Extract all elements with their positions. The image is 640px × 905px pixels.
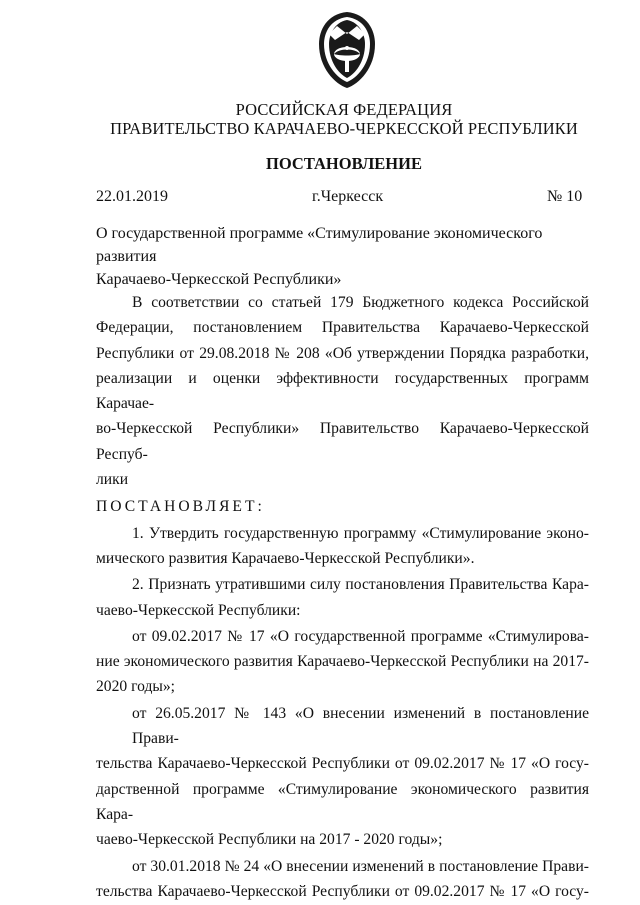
document-city: г.Черкесск bbox=[312, 188, 384, 205]
document-date: 22.01.2019 bbox=[96, 188, 168, 205]
text-line: 2020 годы»; bbox=[96, 678, 175, 696]
text-line: ние экономического развития Карачаево-Черкесской Республики на 2017- bbox=[96, 653, 589, 671]
decree-word: ПОСТАНОВЛЯЕТ: bbox=[96, 498, 265, 516]
text-line: мического развития Карачаево-Черкесской Республики». bbox=[96, 549, 475, 567]
text-line: от 30.01.2018 № 24 «О внесении изменений в постановление Прави- bbox=[132, 857, 589, 875]
text-line: В соответствии со статьей 179 Бюджетного кодекса Российской bbox=[132, 294, 589, 311]
paragraph-preamble bbox=[96, 290, 589, 492]
paragraph-item-2 bbox=[96, 572, 589, 623]
coat-of-arms-emblem bbox=[315, 10, 379, 90]
text-line: реализации и оценки эффективности государственных программ Карачае- bbox=[96, 369, 589, 413]
document-number: № 10 bbox=[547, 188, 583, 205]
text-line: Федерации, постановлением Правительства Карачаево-Черкесской bbox=[96, 319, 589, 337]
text-line: 1. Утвердить государственную программу «Стимулирование эконо- bbox=[132, 524, 589, 542]
text-line: лики bbox=[96, 471, 129, 489]
header-country: РОССИЙСКАЯ ФЕДЕРАЦИЯ bbox=[235, 100, 453, 119]
text-line: 2. Признать утратившими силу постановления Правительства Кара- bbox=[132, 576, 589, 594]
text-line: тельства Карачаево-Черкесской Республики от 09.02.2017 № 17 «О госу- bbox=[96, 755, 589, 773]
subject-line: О государственной программе «Стимулирование экономического развития bbox=[96, 225, 543, 265]
paragraph-ref-1 bbox=[96, 624, 589, 700]
document-body bbox=[96, 290, 589, 904]
paragraph-ref-2 bbox=[96, 701, 589, 853]
paragraph-item-1 bbox=[96, 521, 589, 572]
text-line: Республики от 29.08.2018 № 208 «Об утверждении Порядка разработки, bbox=[96, 344, 589, 362]
text-line: от 26.05.2017 № 143 «О внесении изменений в постановление Прави- bbox=[132, 704, 589, 748]
text-line: чаево-Черкесской Республики на 2017 - 2020 годы»; bbox=[96, 831, 443, 849]
text-line: от 09.02.2017 № 17 «О государственной программе «Стимулирова- bbox=[132, 627, 589, 645]
header-government: ПРАВИТЕЛЬСТВО КАРАЧАЕВО-ЧЕРКЕССКОЙ РЕСПУБЛИКИ bbox=[110, 119, 578, 138]
text-line: чаево-Черкесской Республики: bbox=[96, 601, 301, 619]
paragraph-ref-3 bbox=[96, 854, 589, 905]
document-type-title: ПОСТАНОВЛЕНИЕ bbox=[266, 154, 422, 173]
text-line: дарственной программе «Стимулирование экономического развития Кара- bbox=[96, 780, 589, 823]
text-line: тельства Карачаево-Черкесской Республики от 09.02.2017 № 17 «О госу- bbox=[96, 882, 589, 900]
document-subject bbox=[96, 222, 592, 291]
text-line: во-Черкесской Республики» Правительство Карачаево-Черкесской Респуб- bbox=[96, 420, 589, 463]
subject-line: Карачаево-Черкесской Республики» bbox=[96, 271, 342, 288]
